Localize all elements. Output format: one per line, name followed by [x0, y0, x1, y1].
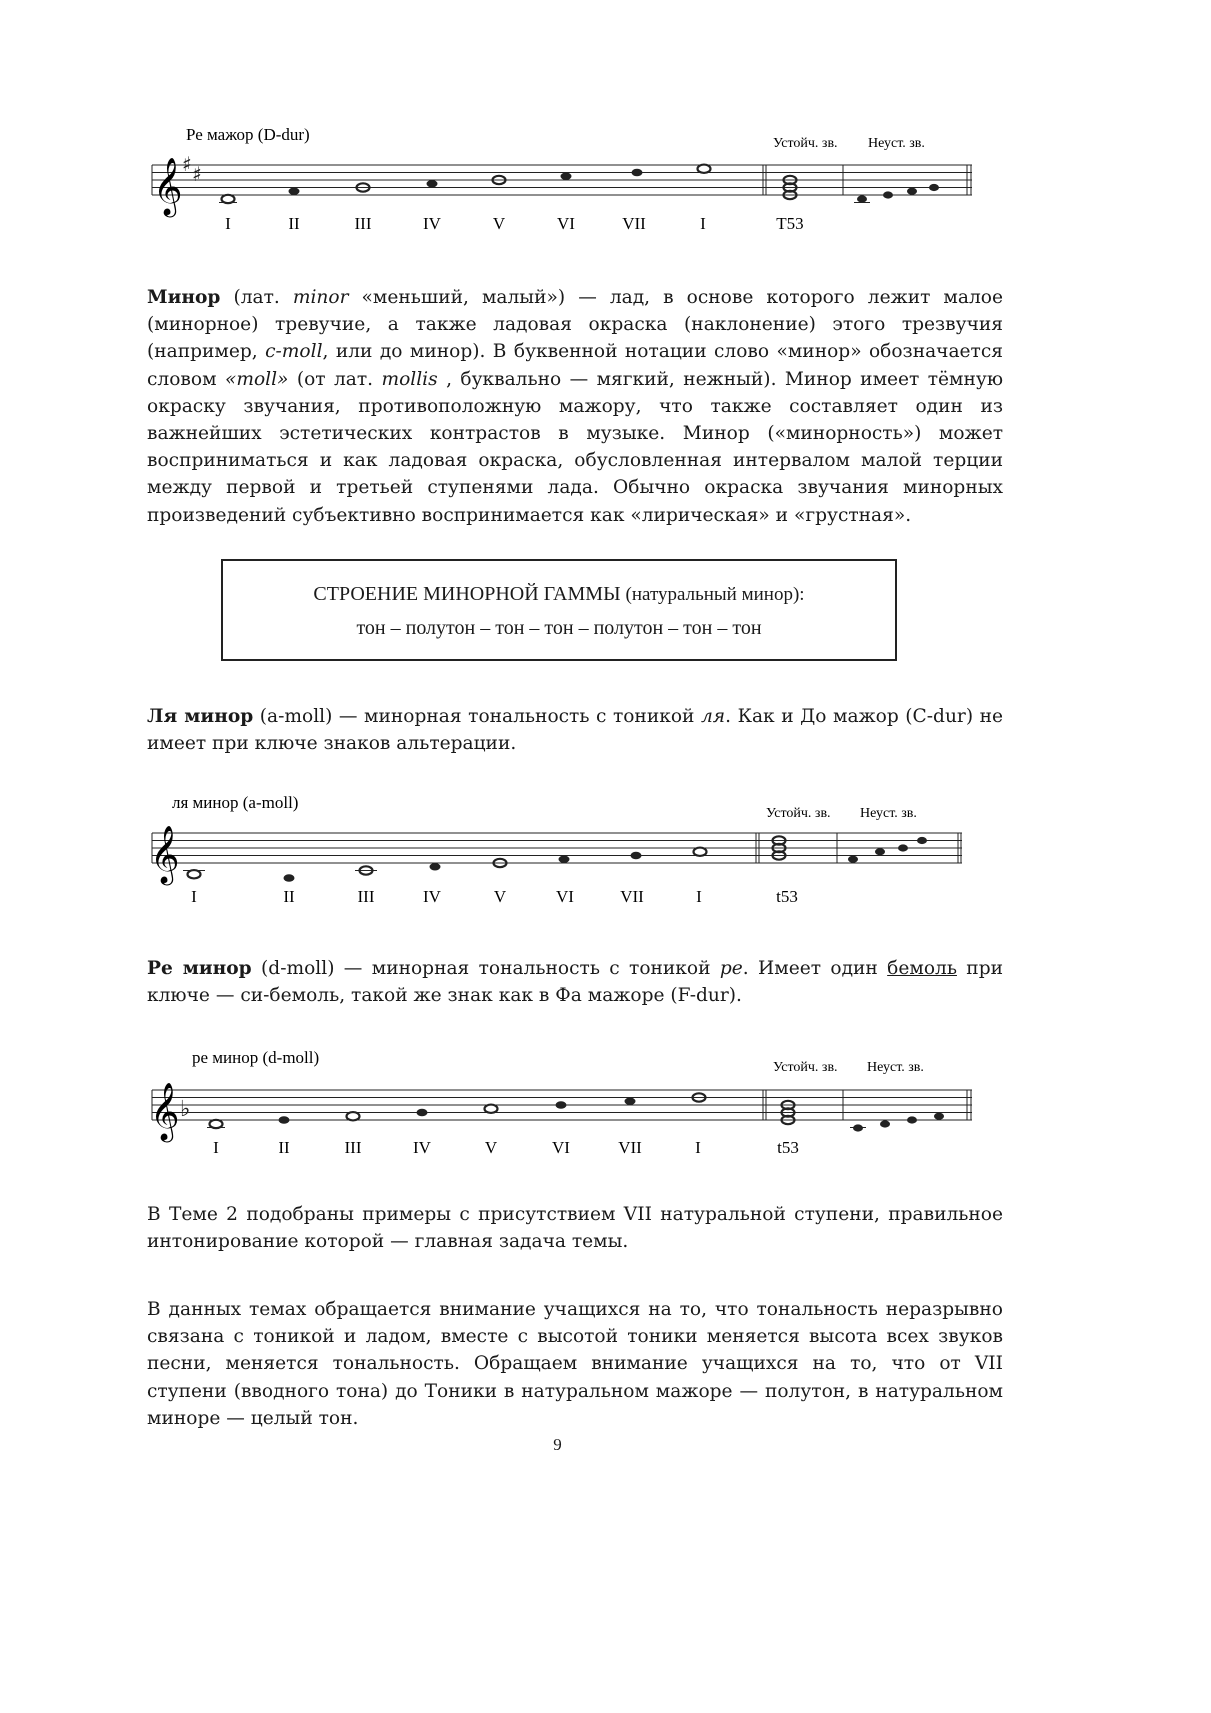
degree-label: V [492, 214, 506, 233]
unstable-label: Неуст. зв. [868, 136, 925, 151]
degree-label: II [288, 214, 300, 233]
latin-word: minor [292, 287, 349, 308]
degree-label: III [354, 214, 372, 233]
degree-label: II [283, 887, 295, 906]
degree-label: I [695, 1138, 701, 1157]
treble-clef-icon: 𝄞 [150, 1082, 180, 1140]
latin-word: mollis [381, 368, 438, 390]
text: . Как и До мажор (С-dur) не имеет при ключе знаков альтерации. [147, 706, 1004, 755]
text: «меньший, малый») — лад, в основе которого лежит малое (минорное) тревучие, а также ладовая окраска (наклонение) этого трезвучия (например, [147, 287, 1003, 363]
degree-label: I [191, 887, 197, 906]
staff-d-moll [0, 1040, 1115, 1170]
svg-text:♯: ♯ [192, 162, 202, 186]
tonic-name: ре [719, 958, 743, 979]
structure-pattern: тон – полутон – тон – тон – полутон – тон – тон [356, 617, 762, 639]
degree-label: VII [620, 887, 644, 906]
staff-d-dur [0, 115, 1115, 245]
degree-label: I [225, 214, 231, 233]
chord-label: t53 [777, 1138, 799, 1157]
degree-label: VI [556, 887, 574, 906]
page-number: 9 [553, 1435, 562, 1454]
chord-label: T53 [776, 214, 804, 233]
text: (от лат. [288, 368, 382, 390]
structure-title [223, 581, 895, 608]
staff-title: ля минор (a-moll) [172, 793, 299, 812]
notes [183, 836, 927, 882]
svg-text:♯: ♯ [182, 152, 192, 176]
d-moll-term: Ре минор [147, 958, 252, 979]
notes [219, 165, 939, 204]
chord-label: t53 [776, 887, 798, 906]
example-key: c-moll [265, 341, 323, 363]
text: (d-moll) — минорная тональность с тоникой [251, 958, 720, 979]
structure-title-text: СТРОЕНИЕ МИНОРНОЙ ГАММЫ [313, 583, 621, 605]
degree-label: IV [413, 1138, 431, 1157]
flat-term-link[interactable]: бемоль [887, 958, 957, 979]
degree-label: IV [423, 214, 441, 233]
minor-paragraph [147, 284, 1003, 529]
a-moll-paragraph [147, 703, 1003, 757]
degree-label: III [344, 1138, 362, 1157]
treble-clef-icon: 𝄞 [153, 157, 183, 215]
degree-label: V [493, 887, 507, 906]
degree-label: I [700, 214, 706, 233]
stable-label: Устойч. зв. [766, 806, 831, 821]
degree-label: II [278, 1138, 290, 1157]
key-signature-sharps [182, 152, 202, 186]
degree-labels [225, 214, 804, 233]
degree-label: V [484, 1138, 498, 1157]
degree-labels [213, 1138, 799, 1157]
structure-subtitle: (натуральный минор): [625, 584, 805, 605]
treble-clef-icon: 𝄞 [150, 825, 180, 883]
unstable-label: Неуст. зв. [867, 1060, 924, 1075]
degree-label: IV [423, 887, 441, 906]
degree-label: VII [622, 214, 646, 233]
a-moll-term: Ля минор [147, 706, 254, 727]
staff-a-moll [0, 785, 1115, 915]
text: . Имеет один [742, 958, 888, 979]
text: (лат. [220, 287, 293, 308]
text: , буквально — мягкий, нежный). Минор имеет тёмную окраску звучания, противоположную мажору, что также составляет один из важнейших эстетических контрастов в музыке. Минор («минорность») может восприниматься и как ладовая окраска, обусловленная интервалом малой терции между первой и третьей ступенями лада. Обычно окраска звучания минорных произведений субъективно воспринимается как «лирическая» и «грустная». [147, 368, 1004, 526]
latin-word: «moll» [224, 368, 289, 390]
degree-label: I [213, 1138, 219, 1157]
minor-term: Минор [147, 287, 221, 308]
unstable-label: Неуст. зв. [860, 806, 917, 821]
stable-label: Устойч. зв. [773, 136, 838, 151]
degree-label: III [357, 887, 375, 906]
degree-labels [191, 887, 798, 906]
staff-title: ре минор (d-moll) [192, 1048, 320, 1067]
text: , или до минор). В буквенной нотации слово «минор» обозначается словом [147, 341, 1003, 390]
degree-label: I [696, 887, 702, 906]
degree-label: VII [618, 1138, 642, 1157]
degree-label: VI [552, 1138, 570, 1157]
theme2-paragraph: В Теме 2 подобраны примеры с присутствием VII натуральной ступени, правильное интонирование которой — главная задача темы. [147, 1204, 1003, 1253]
text: при ключе — си-бемоль, такой же знак как в Фа мажоре (F-dur). [147, 958, 1003, 1007]
key-signature-flat-icon: ♭ [180, 1097, 191, 1122]
tonic-name: ля [700, 706, 726, 727]
degree-label: VI [557, 214, 575, 233]
final-paragraph: В данных темах обращается внимание учащихся на то, что тональность неразрывно связана с тоникой и ладом, вместе с высотой тоники меняется высота всех звуков песни, меняется тональность. Обращаем внимание учащихся на то, что от VII ступени (вводного тона) до Тоники в натуральном мажоре — полутон, в натуральном миноре — целый тон. [147, 1299, 1003, 1429]
minor-scale-structure-box [221, 559, 897, 661]
d-moll-paragraph [147, 955, 1003, 1009]
staff-title: Ре мажор (D-dur) [186, 125, 310, 144]
stable-label: Устойч. зв. [773, 1060, 838, 1075]
text: (a-moll) — минорная тональность с тоникой [253, 706, 701, 727]
